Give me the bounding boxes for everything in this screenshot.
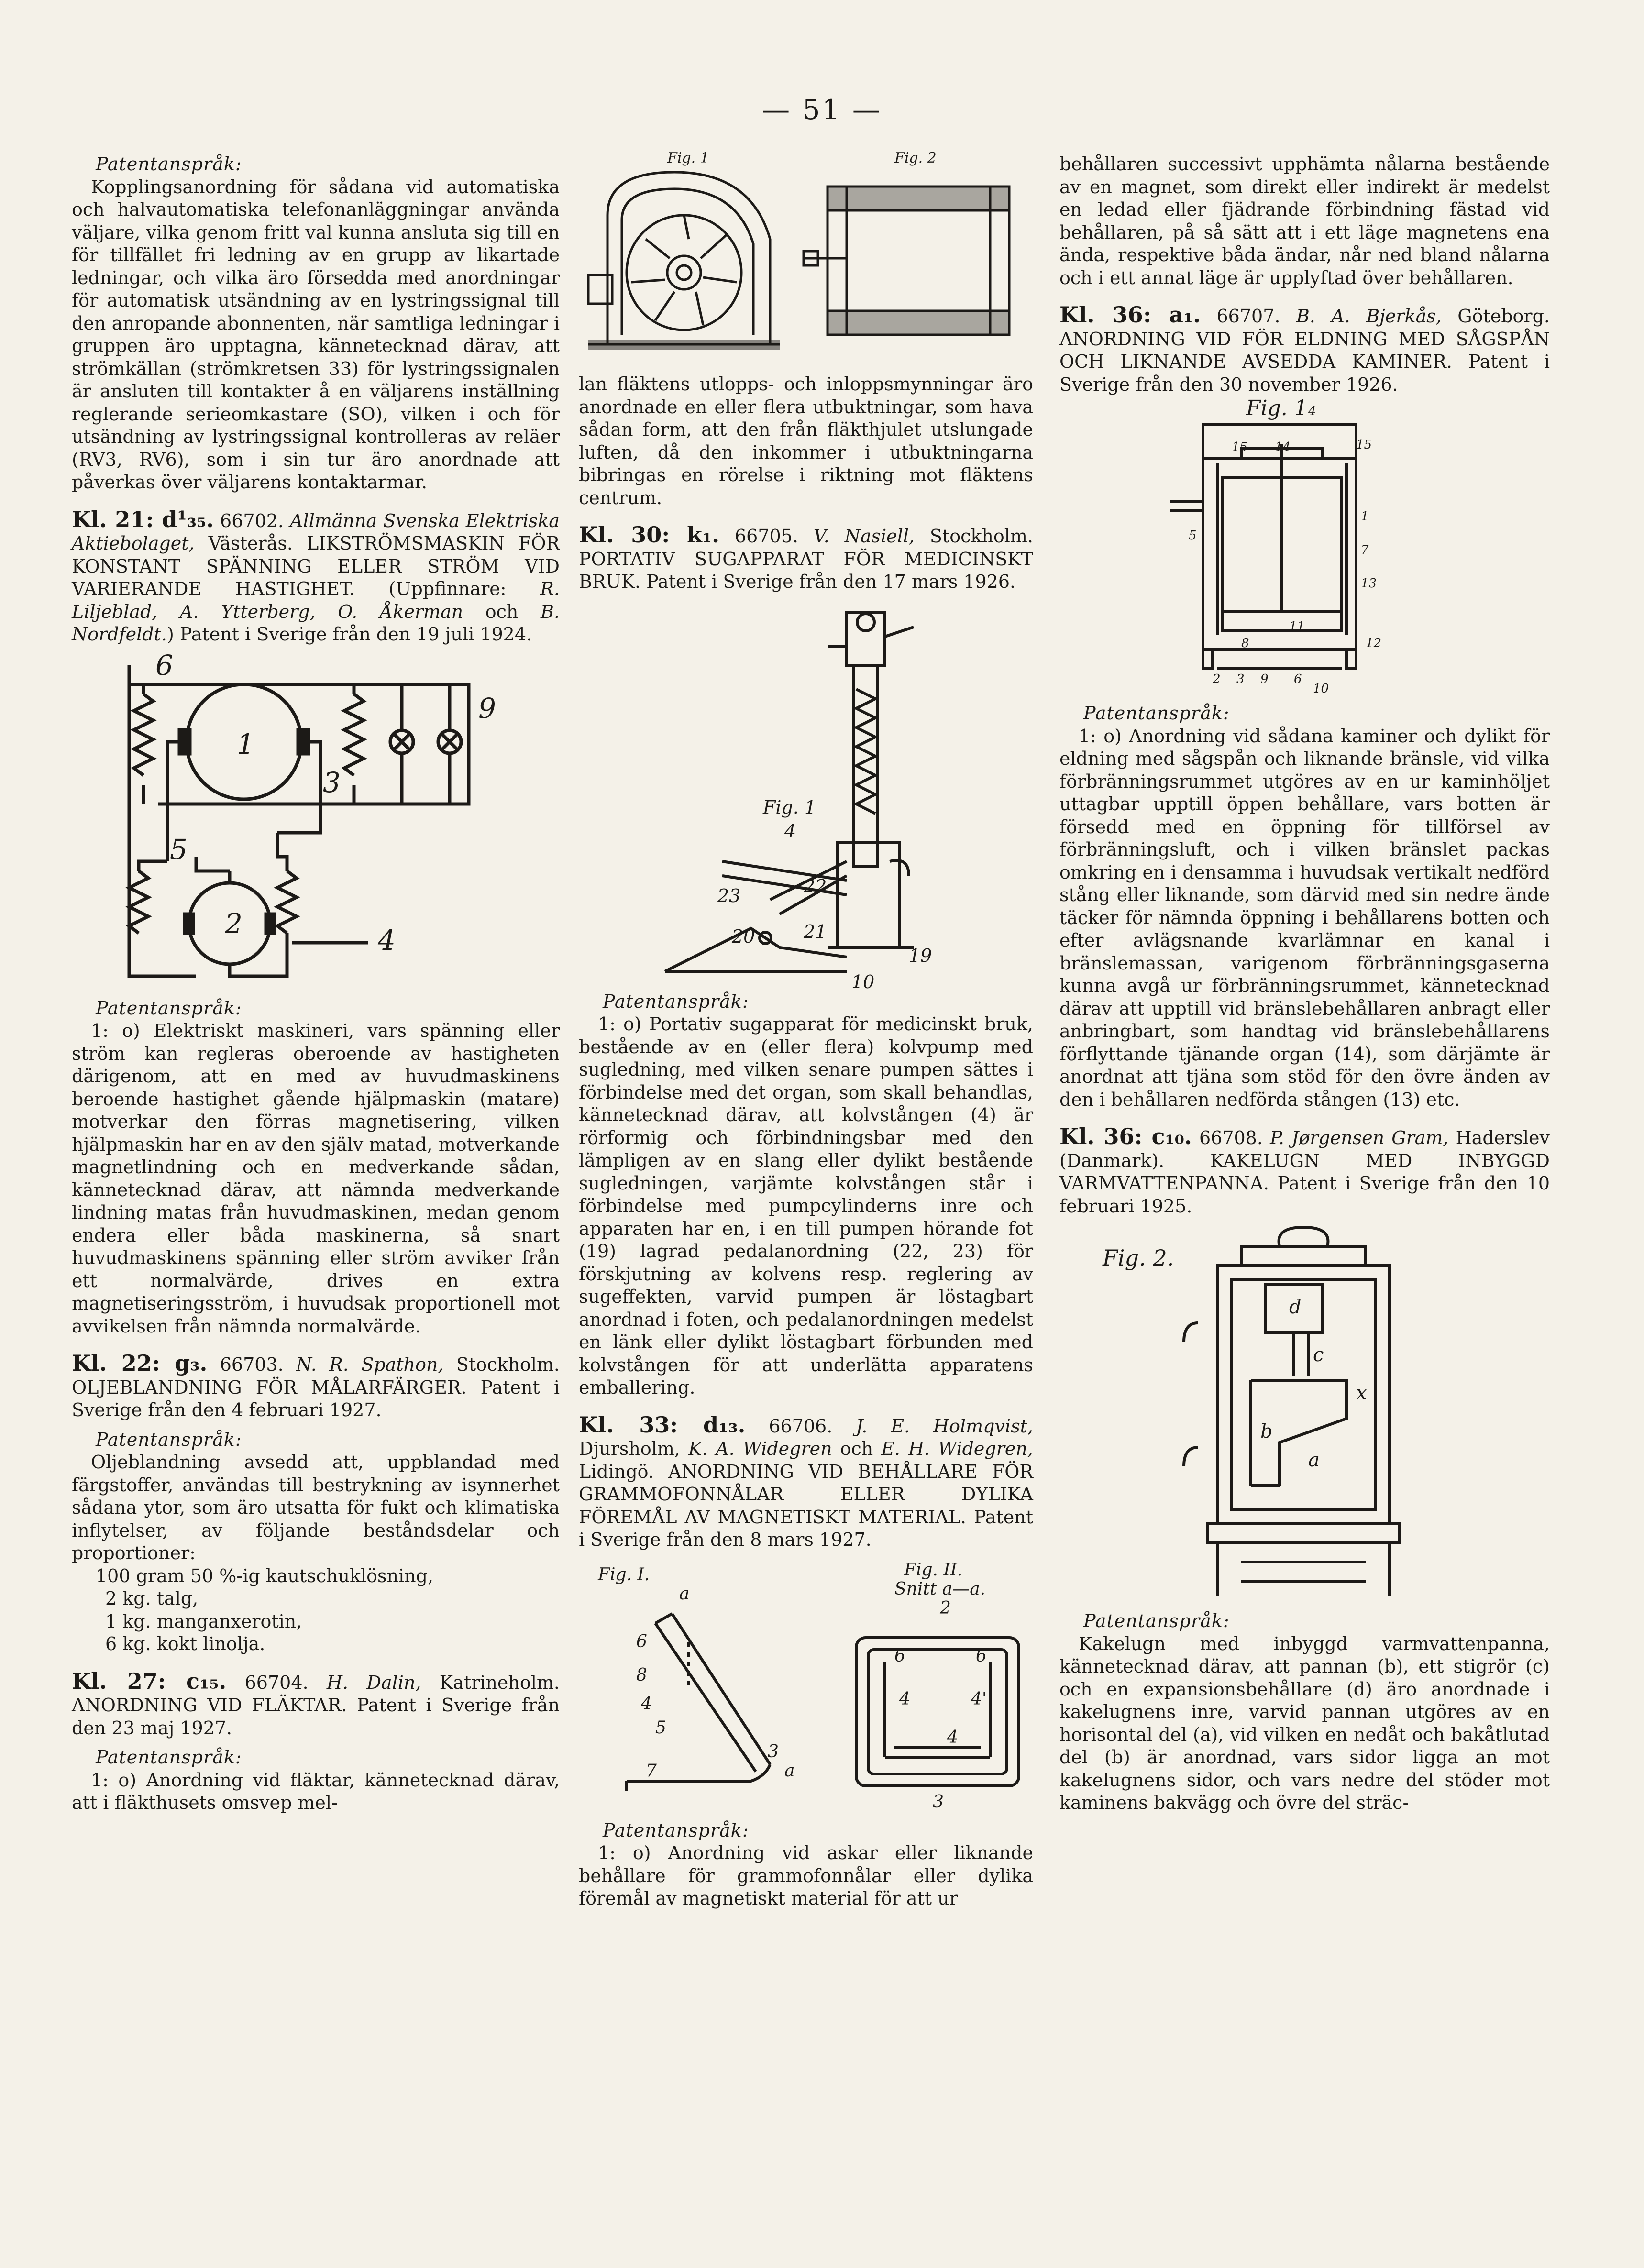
figure-label: 2 bbox=[225, 907, 243, 940]
recipe-item: 100 gram 50 %-ig kautschuklösning, bbox=[96, 1565, 434, 1586]
figure-label: 3 bbox=[323, 766, 341, 799]
column-2 bbox=[579, 143, 1033, 1910]
claim-text: 1: o) Anordning vid fläktar, kännetecknad därav, att i fläkthusets omsvep mel- bbox=[72, 1769, 560, 1813]
figure-label: 1 bbox=[1361, 509, 1369, 524]
figure-label: 8 bbox=[636, 1665, 647, 1685]
patent-entry-heading bbox=[72, 1670, 560, 1740]
figure-label: 4 bbox=[1308, 404, 1316, 418]
patent-claims-label: Patentanspråk: bbox=[1083, 1610, 1230, 1631]
patent-number: 66706. bbox=[769, 1415, 833, 1437]
figure-label: d bbox=[1289, 1296, 1302, 1318]
figure-label: 4 bbox=[641, 1694, 652, 1714]
patent-title: Stockholm. PORTATIV SUGAPPARAT FÖR MEDICINSKT BRUK. Patent i Sverige från den 17 mars 1926. bbox=[579, 526, 1033, 592]
claim-text: Kopplingsanordning för sådana vid automatiska och halvautomatiska telefonanläggningar använda väljare, vilka genom fritt val kunna ansluta sig till en för tillfället fri ledning av en grupp av likartade ledningar, och vilka äro försedda med anordningar för automatisk utsändning av en lystringssignal till den anropande abonnenten, när samtliga ledningar i gruppen äro upptagna, kännetecknad därav, att strömkällan (strömkretsen 33) för lystringssignalen är ansluten till kontakter å en väljarens inställning reglerande serieomkastare (SO), vilken i och för utsändning av lystringssignal kontrolleras av reläer (RV3, RV6), som i sin tur äro anordnade att påverkas över väljarens kontaktarmar. bbox=[72, 176, 560, 493]
patent-class: Kl. 30: k₁. bbox=[579, 522, 720, 548]
figure-label: a bbox=[1308, 1449, 1320, 1471]
figure-label: 19 bbox=[909, 945, 932, 966]
figure-label: 2 bbox=[940, 1598, 951, 1618]
patent-owner: P. Jørgensen Gram, bbox=[1270, 1127, 1449, 1148]
figure-label: 3 bbox=[768, 1741, 779, 1762]
patent-title: Haderslev (Danmark). KAKELUGN MED INBYGGD VARMVATTENPANNA. Patent i Sverige från den 10 februari 1925. bbox=[1059, 1127, 1550, 1217]
patent-class: Kl. 36: a₁. bbox=[1059, 302, 1201, 328]
patent-class: Kl. 22: g₃. bbox=[72, 1350, 208, 1376]
patent-entry-heading bbox=[1059, 304, 1550, 396]
figure-label: 7 bbox=[1361, 543, 1369, 557]
inventors: R. Liljeblad, A. Ytterberg, O. Åkerman bbox=[72, 578, 560, 622]
figure-label: 23 bbox=[717, 885, 741, 906]
patent-location: Djursholm, bbox=[579, 1438, 681, 1459]
figure-label: 6 bbox=[976, 1646, 987, 1666]
figure-label: 15 bbox=[1356, 438, 1372, 452]
patent-owner: N. R. Spathon, bbox=[296, 1354, 444, 1375]
patent-title: Västerås. LIKSTRÖMSMASKIN FÖR KONSTANT SPÄNNING ELLER STRÖM VID VARIERANDE HASTIGHET. (Uppfinnare: bbox=[72, 533, 560, 599]
figure-label: 6 bbox=[155, 649, 173, 682]
recipe-item: 2 kg. talg, bbox=[105, 1588, 199, 1609]
patent-owner: B. A. Bjerkås, bbox=[1296, 306, 1442, 327]
figure-label: 22 bbox=[804, 875, 827, 897]
figure-label: Fig. 1 bbox=[1246, 396, 1308, 420]
patent-owner: J. E. Holmqvist, bbox=[856, 1415, 1033, 1437]
claim-text: 1: o) Anordning vid sådana kaminer och dylikt för eldning med sågspån och liknande bränsle, vid vilka förbränningsrummet utgöres av en ur kaminhöljet uttagbar upptill öppen behållare, vars botten är försedd med en öppning för tillförsel av förbränningsluft, och i vilken bränslet packas omkring en i densamma i huvudsak vertikalt nedförd stång eller liknande, som därvid med sin nedre ände täcker för nämnda öppning i behållarens botten och efter avlägsnande kvarlämnar en kanal i bränslemassan, varigenom förbränningsgaserna kunna avgå ur förbränningsrummet, kännetecknad därav att upptill vid bränslebehållaren anbragt eller anbringbart, som handtag vid bränslebehållarens förflyttande tjänande organ (14), som därjämte är anordnat att tjäna som stöd för den övre änden av den i behållaren nedförda stången (13) etc. bbox=[1059, 725, 1550, 1110]
recipe-item: 6 kg. kokt linolja. bbox=[105, 1633, 265, 1654]
inventors: E. H. Widegren, bbox=[881, 1438, 1033, 1459]
patent-entry-heading bbox=[1059, 1125, 1550, 1218]
claim-text: 1: o) Portativ sugapparat för medicinskt bruk, bestående av en (eller flera) kolvpump med sugledning, med vilken senare pumpen sättes i förbindelse med det organ, som skall behandlas, kännetecknad därav, att kolvstången (4) är rörformig och förbindningsbar med den lämpligen av en slang eller dylikt bestående sugledningen, varjämte kolvstången står i förbindelse med pumpcylinderns inre och apparaten har en, i en till pumpen hörande fot (19) lagrad pedalanordning (22, 23) för förskjutning av kolvens resp. reglering av sugeffekten, varvid pumpen är löstagbart anordnad i foten, och pedalanordningen medelst en länk eller dylikt löstagbart förbunden med kolvstången för att underlätta apparatens emballering. bbox=[579, 1013, 1033, 1398]
figure-label: Fig. I. bbox=[598, 1564, 650, 1585]
figure-label: 11 bbox=[1289, 619, 1305, 634]
figure-label: 1 bbox=[237, 727, 254, 760]
patent-date: ) Patent i Sverige från den 19 juli 1924. bbox=[167, 624, 532, 645]
patent-owner: Allmänna Svenska Elektriska Aktiebolaget, bbox=[72, 510, 560, 554]
figure-label: Fig. 2. bbox=[1103, 1245, 1174, 1271]
patent-number: 66708. bbox=[1199, 1127, 1263, 1148]
figure-label: c bbox=[1313, 1344, 1324, 1366]
figure-label: 4' bbox=[971, 1689, 987, 1709]
column-1 bbox=[72, 153, 560, 1815]
figure-label: 12 bbox=[1366, 636, 1382, 650]
figure-label: 4 bbox=[899, 1689, 910, 1709]
circuit-diagram-figure bbox=[72, 646, 560, 991]
claim-text: Oljeblandning avsedd att, uppblandad med färgstoffer, användas till bestrykning av isynnerhet sådana ytor, som äro utsatta för fukt och klimatiska inflytelser, av följande beståndsdelar och proportioner: bbox=[72, 1452, 560, 1563]
recipe-item: 1 kg. manganxerotin, bbox=[105, 1610, 302, 1632]
figure-label: 6 bbox=[894, 1646, 905, 1666]
figure-label: 4 bbox=[784, 820, 796, 842]
figure-label: 14 bbox=[1275, 440, 1291, 454]
figure-label: 5 bbox=[655, 1718, 666, 1738]
patent-claims-label: Patentanspråk: bbox=[1083, 703, 1230, 724]
patent-entry-heading bbox=[579, 1411, 1033, 1552]
patent-title: Katrineholm. ANORDNING VID FLÄKTAR. Patent i Sverige från den 23 maj 1927. bbox=[72, 1672, 560, 1739]
patent-claims-label: Patentanspråk: bbox=[96, 997, 242, 1019]
recipe-list bbox=[96, 1565, 560, 1656]
patent-class: Kl. 36: c₁₀. bbox=[1059, 1123, 1192, 1149]
patent-entry-heading bbox=[72, 1352, 560, 1422]
column-3 bbox=[1059, 153, 1550, 1815]
figure-label: 8 bbox=[1241, 636, 1249, 650]
figure-label: 6 bbox=[636, 1631, 647, 1651]
conjunction: och bbox=[840, 1438, 873, 1459]
claim-text: 1: o) Elektriskt maskineri, vars spänning eller ström kan regleras oberoende av hastigheten därigenom, att en med av huvudmaskinens beroende hastighet gående hjälpmaskin (matare) motverkar den förras magnetisering, vilken hjälpmaskin har en av den själv matad, motverkande magnetlindning och en medverkande sådan, kännetecknad därav, att nämnda medverkande lindning matas från huvudmaskinen, medan genom endera eller båda maskinerna, så snart huvudmaskinens spänning eller ström avviker från ett normalvärde, drives en extra magnetiseringsström, i huvudsak proportionell mot avvikelsen från nämnda normalvärde. bbox=[72, 1020, 560, 1337]
patent-title: Stockholm. OLJEBLANDNING FÖR MÅLARFÄRGER. Patent i Sverige från den 4 februari 1927. bbox=[72, 1354, 560, 1420]
patent-title: Göteborg. ANORDNING VID FÖR ELDNING MED SÅGSPÅN OCH LIKNANDE AVSEDDA KAMINER. Patent i Sverige från den 30 november 1926. bbox=[1059, 306, 1550, 395]
patent-title: Lidingö. ANORDNING VID BEHÅLLARE FÖR GRAMMOFONNÅLAR ELLER DYLIKA FÖREMÅL AV MAGNETISKT MATERIAL. Patent i Sverige från den 8 mars 1927. bbox=[579, 1461, 1033, 1550]
figure-label: Fig. 1 bbox=[667, 150, 709, 166]
figure-label: b bbox=[1260, 1420, 1273, 1442]
figure-label: Fig. II. bbox=[904, 1560, 963, 1580]
figure-label: 9 bbox=[478, 692, 496, 725]
patent-class: Kl. 27: c₁₅. bbox=[72, 1668, 227, 1694]
figure-label: a bbox=[784, 1761, 795, 1781]
figure-label: 6 bbox=[1294, 672, 1302, 686]
patent-number: 66707. bbox=[1216, 306, 1280, 327]
stove-container-figure bbox=[1059, 396, 1550, 702]
tile-stove-figure bbox=[1059, 1218, 1550, 1610]
patent-class: Kl. 33: d₁₃. bbox=[579, 1411, 746, 1438]
patent-claims-label: Patentanspråk: bbox=[603, 1819, 749, 1841]
claim-text: lan fläktens utlopps- och inloppsmynningar äro anordnade en eller flera utbuktningar, som hava sådan form, att den från fläkthjulet utslungade luften, då den inkommer i utbuktningarna bibringas en rörelse i riktning mot fläktens centrum. bbox=[579, 374, 1033, 508]
conjunction: och bbox=[485, 601, 519, 622]
patent-owner: H. Dalin, bbox=[326, 1672, 421, 1693]
figure-label: 10 bbox=[1313, 682, 1329, 696]
patent-claims-label: Patentanspråk: bbox=[603, 991, 749, 1012]
claim-text: behållaren successivt upphämta nålarna bestående av en magnet, som direkt eller indirekt är medelst en ledad eller fjädrande förbindning fästad vid behållaren, på så sätt att i ett läge magnetens ena ända, respektive båda ändar, når ned bland nålarna och i ett annat läge är upplyftad över behållaren. bbox=[1059, 154, 1550, 288]
claim-text: 1: o) Anordning vid askar eller liknande behållare för grammofonnålar eller dylika föremål av magnetiskt material för att ur bbox=[579, 1842, 1033, 1909]
figure-label: a bbox=[679, 1584, 690, 1604]
patent-entry-heading bbox=[72, 508, 560, 646]
figure-label: 4 bbox=[378, 924, 396, 957]
patent-number: 66705. bbox=[734, 526, 798, 547]
figure-label: 3 bbox=[933, 1792, 944, 1812]
inventors: B. Nordfeldt. bbox=[72, 601, 560, 645]
patent-claims-label: Patentanspråk: bbox=[96, 154, 242, 175]
patent-number: 66704. bbox=[244, 1672, 309, 1693]
figure-label: 21 bbox=[804, 921, 827, 942]
page-number: — 51 — bbox=[762, 93, 882, 126]
figure-label: x bbox=[1356, 1382, 1367, 1404]
patent-claims-label: Patentanspråk: bbox=[96, 1747, 242, 1768]
suction-pump-figure bbox=[579, 594, 1033, 991]
patent-claims-label: Patentanspråk: bbox=[96, 1429, 242, 1450]
patent-number: 66703. bbox=[220, 1354, 284, 1375]
figure-label: Fig. 1 bbox=[763, 796, 816, 818]
fan-figure bbox=[579, 143, 1033, 373]
figure-label: 10 bbox=[851, 971, 875, 991]
inventors: K. A. Widegren bbox=[688, 1438, 832, 1459]
figure-label: Fig. 2 bbox=[894, 150, 937, 166]
needle-box-figure bbox=[579, 1552, 1033, 1819]
patent-owner: V. Nasiell, bbox=[813, 526, 915, 547]
figure-label: 15 bbox=[1232, 440, 1248, 454]
figure-label: 7 bbox=[646, 1761, 657, 1781]
patent-entry-heading bbox=[579, 524, 1033, 594]
figure-label: 9 bbox=[1260, 672, 1269, 686]
figure-label: 20 bbox=[732, 925, 755, 947]
figure-label: 5 bbox=[170, 833, 188, 866]
figure-label: Snitt a—a. bbox=[894, 1579, 986, 1599]
figure-label: 3 bbox=[1236, 672, 1245, 686]
claim-text: Kakelugn med inbyggd varmvattenpanna, kännetecknad därav, att pannan (b), ett stigrör (c) och en expansionsbehållare (d) äro anordnade i kakelugnens inre, varvid pannan utgöres av en horisontal del (a), vid vilken en nedåt och bakåtlutad del (b) är anordnad, vars sidor ligga an mot kakelugnens sidor, och vars nedre del stöder mot kaminens bakvägg och övre del sträc- bbox=[1059, 1633, 1550, 1813]
patent-class: Kl. 21: d¹₃₅. bbox=[72, 506, 214, 532]
patent-number: 66702. bbox=[220, 510, 284, 531]
figure-label: 13 bbox=[1361, 576, 1377, 591]
figure-label: 5 bbox=[1189, 528, 1197, 543]
figure-label: 4 bbox=[947, 1727, 958, 1747]
figure-label: 2 bbox=[1213, 672, 1221, 686]
